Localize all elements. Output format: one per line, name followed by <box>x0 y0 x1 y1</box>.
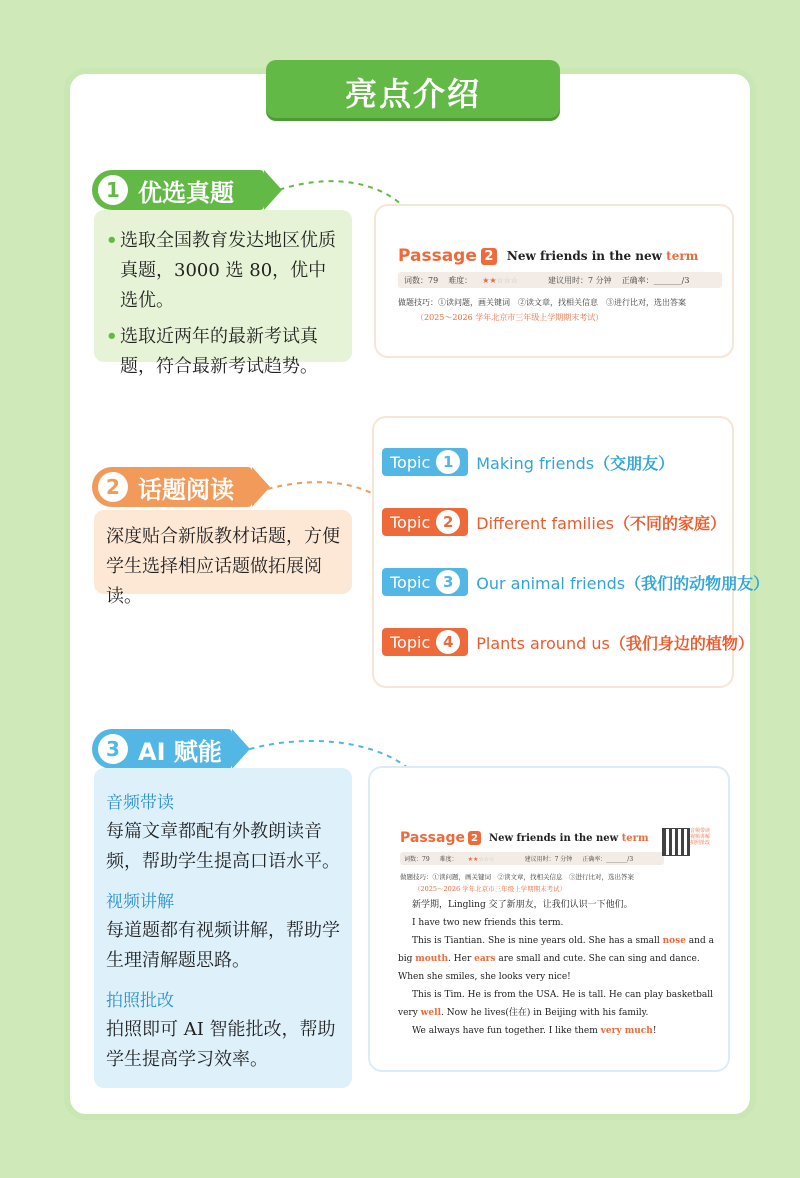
qr-caption: 音频带读 视频讲解 拍照批改 <box>690 828 711 846</box>
section-title: 话题阅读 <box>138 475 234 504</box>
passage-label: Passage <box>398 246 477 266</box>
suggested-time: 建议用时：7 分钟 <box>524 856 573 863</box>
topic-pill: Topic 1 <box>382 448 468 476</box>
section-description: 深度贴合新版教材话题，方便学生选择相应话题做拓展阅读。 <box>106 526 340 607</box>
passage-title: New friends in the new term <box>488 832 649 844</box>
feature-description: 拍照即可 AI 智能批改，帮助学生提高学习效率。 <box>106 1019 336 1070</box>
passage-preview-card <box>374 204 734 358</box>
feature-title: 拍照批改 <box>106 991 174 1011</box>
passage-number: 2 <box>481 248 497 265</box>
accuracy: 正确率：_______/3 <box>621 275 690 285</box>
page-title: 亮点介绍 <box>344 75 481 113</box>
passage-heading <box>400 830 649 846</box>
passage-line: We always have fun together. I like them very much! <box>412 1026 657 1036</box>
passage-line: This is Tiantian. She is nine years old. She has a small nose and a big mouth. Her ears are small and cute. She can sing and dance. When she smiles, she looks very nice! <box>398 936 714 982</box>
passage-label: Passage <box>400 830 465 846</box>
passage-meta <box>398 272 722 288</box>
passage-heading <box>398 246 698 266</box>
passage-source: （2025～2026 学年北京市三年级上学期期末考试） <box>414 885 567 893</box>
passage-skills: 做题技巧：①读问题，画关键词 ②读文章，找相关信息 ③进行比对，选出答案 <box>398 298 686 307</box>
topic-item-2 <box>382 508 726 536</box>
section-title: AI 赋能 <box>138 737 222 766</box>
topic-pill: Topic 2 <box>382 508 468 536</box>
passage-number: 2 <box>468 831 481 845</box>
section-number: 2 <box>98 472 128 502</box>
passage-line: This is Tim. He is from the USA. He is tall. He can play basketball very well. Now he lives(住在) in Beijing with his family. <box>398 990 713 1018</box>
qr-code-icon[interactable] <box>662 828 690 856</box>
word-count: 词数：79 <box>404 856 430 863</box>
topic-item-4 <box>382 628 754 656</box>
passage-meta <box>400 852 664 865</box>
section-tag-2 <box>92 467 252 507</box>
topic-text: Plants around us（我们身边的植物） <box>476 633 754 653</box>
passage-intro: 新学期，Lingling 交了新朋友，让我们认识一下他们。 <box>412 900 633 910</box>
passage-source: （2025～2026 学年北京市三年级上学期期末考试） <box>416 313 604 322</box>
feature-description: 每篇文章都配有外教朗读音频，帮助学生提高口语水平。 <box>106 821 340 872</box>
section-tag-3 <box>92 729 232 769</box>
topic-pill: Topic 4 <box>382 628 468 656</box>
feature-title: 音频带读 <box>106 793 174 813</box>
accuracy: 正确率：_______/3 <box>582 856 634 863</box>
passage-skills: 做题技巧：①读问题，画关键词 ②读文章，找相关信息 ③进行比对，选出答案 <box>400 873 634 881</box>
section-tag-1 <box>92 170 264 210</box>
feature-title: 视频讲解 <box>106 892 174 912</box>
passage-body <box>398 896 716 1040</box>
passage-title: New friends in the new term <box>506 249 699 263</box>
topic-item-3 <box>382 568 769 596</box>
topic-text: Making friends（交朋友） <box>476 453 675 473</box>
section-2-box <box>94 510 352 607</box>
section-number: 3 <box>98 734 128 764</box>
feature-description: 每道题都有视频讲解，帮助学生理清解题思路。 <box>106 920 340 971</box>
section-3-box <box>94 768 352 1088</box>
topic-pill: Topic 3 <box>382 568 468 596</box>
topic-text: Different families（不同的家庭） <box>476 513 727 533</box>
section-1-box <box>94 210 352 377</box>
word-count: 词数：79 <box>404 275 439 285</box>
difficulty: 难度： ★★☆☆☆ <box>448 275 519 285</box>
bullet-item: • 选取全国教育发达地区优质真题，3000 选 80，优中选优。 <box>106 226 342 316</box>
topic-item-1 <box>382 448 674 476</box>
topic-text: Our animal friends（我们的动物朋友） <box>476 573 770 593</box>
suggested-time: 建议用时：7 分钟 <box>548 275 612 285</box>
section-title: 优选真题 <box>138 178 234 207</box>
section-number: 1 <box>98 175 128 205</box>
bullet-item: • 选取近两年的最新考试真题，符合最新考试趋势。 <box>106 322 342 382</box>
difficulty: 难度： ★★☆☆☆ <box>439 856 495 863</box>
passage-line: I have two new friends this term. <box>412 918 564 928</box>
